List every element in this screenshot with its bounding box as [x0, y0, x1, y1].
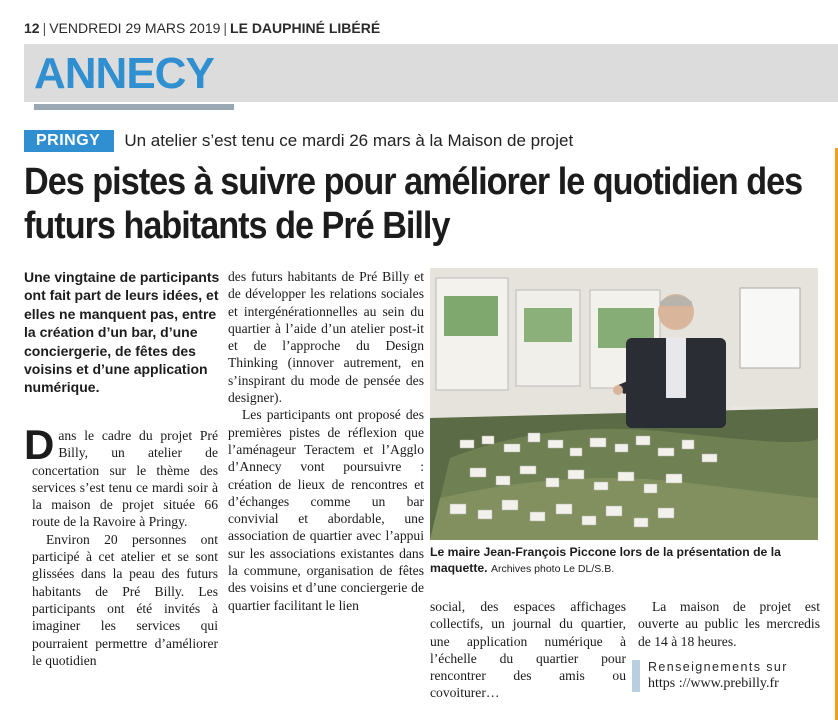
- kicker: [24, 130, 573, 152]
- photo-credit: Archives photo Le DL/S.B.: [490, 563, 615, 575]
- newspaper-name: LE DAUPHINÉ LIBÉRÉ: [230, 20, 381, 36]
- page-number: 12: [24, 20, 40, 36]
- section-title: ANNECY: [34, 49, 214, 98]
- article-column-1: [24, 421, 218, 669]
- info-url: https ://www.prebilly.fr: [648, 676, 779, 691]
- body-paragraph-5: social, des espaces affichages collectifs, un journal du quartier, une application numérique à l’échelle du quartier pour rencontrer des amis ou covoiturer…: [430, 599, 626, 701]
- issue-date: VENDREDI 29 MARS 2019: [49, 20, 221, 36]
- section-underline: [34, 104, 234, 110]
- article-column-4: [638, 598, 820, 650]
- kicker-text: Un atelier s’est tenu ce mardi 26 mars à la Maison de projet: [124, 131, 574, 150]
- body-paragraph-2: Environ 20 personnes ont participé à cet atelier et se sont glissées dans la peau des futurs habitants de Pré Billy. Les participants ont été invités à imaginer les services qui pourraient permettre d’améliorer le quotidien: [32, 531, 218, 668]
- body-paragraph-6: La maison de projet est ouverte au public les mercredis de 14 à 18 heures.: [638, 599, 820, 649]
- info-box: [632, 660, 838, 692]
- body-paragraph-3: des futurs habitants de Pré Billy et de développer les relations sociales et intergénérationnelles au sein du quartier à l’aide d’un atelier post-it et de l’approche du Design Thinking (innover autrement, en s’inspirant du mode de pensée des designer).: [228, 269, 424, 406]
- photo-illustration: [430, 268, 818, 540]
- location-tag: PRINGY: [24, 130, 114, 152]
- headline: Des pistes à suivre pour améliorer le quotidien des futurs habitants de Pré Billy: [24, 161, 803, 247]
- body-paragraph-4: Les participants ont proposé des premières pistes de réflexion que l’aménageur Teractem et l’Agglo d’Annecy vont poursuivre : création de lieux de rencontres et d’échanges comme un bar convivial et abordable, une association de quartier avec l’appui sur les associations existantes dans la commune, organisation de fêtes des voisins et d’une conciergerie de quartier facilitant le lien: [228, 407, 424, 613]
- photo-caption: [430, 544, 822, 577]
- lead-paragraph: Une vingtaine de participants ont fait part de leurs idées, et elles ne manquent pas, entre la création d’un bar, d’une conciergerie, de fêtes des voisins et d’une application numérique.: [24, 269, 220, 396]
- page-folio: 12 | VENDREDI 29 MARS 2019 | LE DAUPHINÉ LIBÉRÉ: [24, 20, 381, 36]
- drop-cap: D: [24, 421, 55, 468]
- caption-text: Le maire Jean-François Piccone lors de la présentation de la maquette.: [430, 545, 781, 575]
- body-paragraph-1: ans le cadre du projet Pré Billy, un atelier de concertation sur le thème des services s’est tenu ce mardi soir à la maison de projet située 66 route de la Ravoire à Pringy.: [32, 428, 218, 530]
- article-column-3: [430, 598, 626, 702]
- article-column-2: [228, 268, 424, 614]
- article-photo: [430, 268, 818, 540]
- info-label: Renseignements sur: [648, 660, 788, 674]
